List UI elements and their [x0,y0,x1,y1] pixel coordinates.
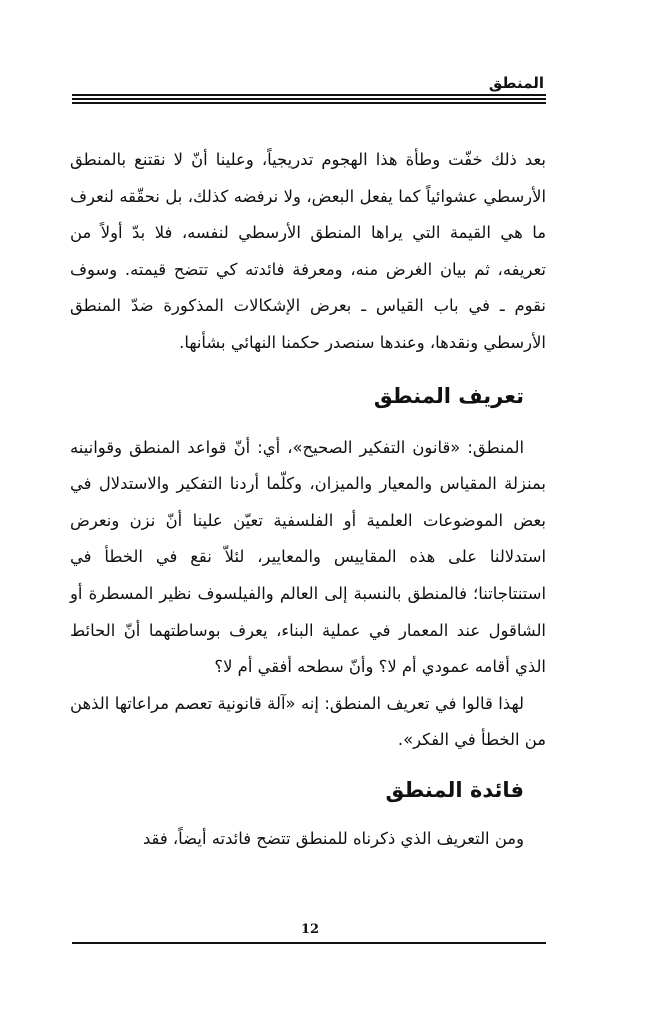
section-heading-definition: تعريف المنطق [373,383,524,408]
running-header-title: المنطق [488,74,544,92]
footer-rule [72,942,546,944]
header-rule-line [72,98,546,100]
header-rule-line [72,94,546,96]
paragraph-definition: المنطق: «قانون التفكير الصحيح»، أي: أنّ قواعد المنطق وقوانينه بمنزلة المقياس والمعيار والميزان، وكلّما أردنا التفكير والاستدلال في بعض الموضوعات العلمية أو الفلسفية تعيّن علينا أنّ نزن ونعرض استدلالنا على هذه المقاييس والمعايير، لئلاّ نقع في الخطأ في استنتاجاتنا؛ فالمنطق بالنسبة إلى العالم والفيلسوف نظير المسطرة أو الشاقول عند المعمار في عملية البناء، يعرف بوساطتهما أنّ الحائط الذي أقامه عمودي أم لا؟ وأنّ سطحه أفقي أم لا؟ [70,437,546,677]
header-double-rule [72,94,546,106]
page-body [70,142,546,858]
page-number: 12 [300,922,320,937]
paragraph-benefit: ومن التعريف الذي ذكرناه للمنطق تتضح فائدته أيضاً، فقد [142,828,524,848]
header-rule-line [72,102,546,104]
section-heading-benefit: فائدة المنطق [385,777,524,802]
running-header [72,70,546,100]
paragraph-intro: بعد ذلك خفّت وطأة هذا الهجوم تدريجياً، وعلينا أنّ لا نقتنع بالمنطق الأرسطي عشوائياً كما يفعل البعض، ولا نرفضه كذلك، بل نحقّقه لنعرف ما هي القيمة التي يراها المنطق الأرسطي لنفسه، فلا بدّ أولاً من تعريفه، ثم بيان الغرض منه، ومعرفة فائدته كي تتضح قيمته. وسوف نقوم ـ في باب القياس ـ بعرض الإشكالات المذكورة ضدّ المنطق الأرسطي ونقدها، وعندها سنصدر حكمنا النهائي بشأنها. [70,150,546,352]
paragraph-definition-quote: لهذا قالوا في تعريف المنطق: إنه «آلة قانونية تعصم مراعاتها الذهن من الخطأ في الفكر». [70,693,546,750]
